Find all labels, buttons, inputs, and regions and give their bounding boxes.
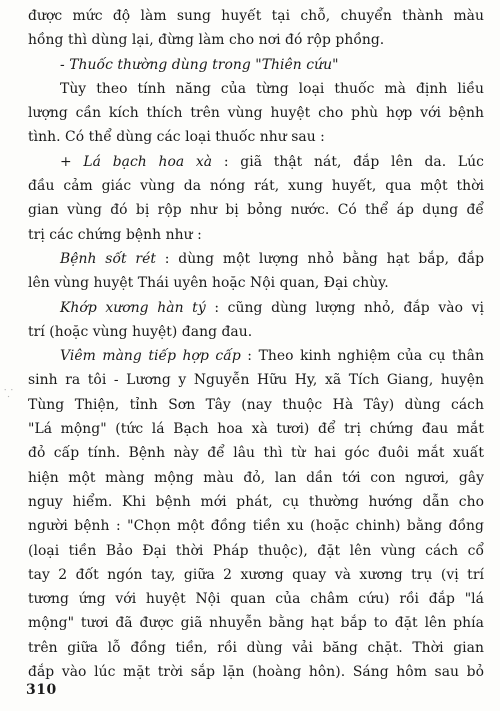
text-line: [28, 101, 484, 125]
italic-run: Viêm màng tiếp hợp cấp: [60, 348, 241, 365]
text-line: [28, 4, 484, 28]
text-run: tương ứng với huyệt Nội quan của châm cứu) rồi đắp "lá: [28, 591, 484, 608]
text-line: [28, 53, 484, 77]
text-run: sinh ra tôi - Lương y Nguyễn Hữu Hy, xã Tích Giang, huyện: [28, 372, 484, 389]
text-run: : Theo kinh nghiệm của cụ thân: [240, 348, 485, 365]
text-line: [28, 174, 484, 198]
text-line: [28, 247, 484, 271]
text-line: [28, 125, 484, 149]
text-line: [28, 393, 484, 417]
italic-run: Lá bạch hoa xà: [83, 153, 213, 170]
text-run: được mức độ làm sung huyết tại chỗ, chuyển thành màu: [28, 8, 484, 24]
text-line: [28, 368, 484, 392]
text-line: [28, 611, 484, 635]
text-line: [28, 417, 484, 441]
text-run: (loại tiền Bảo Đại thời Pháp thuộc), đặt lên vùng cách cổ: [28, 542, 484, 559]
text-run: lượng cần kích thích trên vùng huyệt cho phù hợp với bệnh: [28, 105, 484, 122]
italic-run: - Thuốc thường dùng trong "Thiên cứu": [60, 56, 339, 73]
text-line: [28, 490, 484, 514]
text-run: gian vùng đó bị rộp như bị bỏng nước. Có thể áp dụng để: [28, 202, 484, 219]
scan-speck: ⸪: [4, 387, 14, 400]
italic-run: Bệnh sốt rét: [60, 250, 156, 267]
text-run: mộng" tươi đã được giã nhuyễn bằng hạt bắp to đặt lên phía: [28, 615, 484, 632]
text-run: nguy hiểm. Khi bệnh mới phát, cụ thường hướng dẫn cho: [28, 493, 484, 510]
text-line: [28, 77, 484, 101]
text-run: Tùy theo tính năng của từng loại thuốc mà định liều: [60, 80, 484, 97]
text-run: : cũng dùng lượng nhỏ, đắp vào vị: [205, 299, 484, 316]
text-run: trị các chứng bệnh như :: [28, 226, 202, 243]
text-line: [28, 198, 484, 222]
text-run: Tùng Thiện, tỉnh Sơn Tây (nay thuộc Hà Tây) dùng cách: [28, 396, 484, 413]
text-run: hiện một màng mộng màu đỏ, lan dần tới con ngươi, gây: [28, 469, 484, 486]
text-line: [28, 441, 484, 465]
text-run: hồng thì dùng lại, đừng làm cho nơi đó rộp phồng.: [28, 32, 385, 49]
text-line: [28, 344, 484, 368]
text-line: [28, 150, 484, 174]
text-run: : dùng một lượng nhỏ bằng hạt bắp, đắp: [156, 250, 485, 267]
text-run: đắp vào lúc mặt trời sắp lặn (hoàng hôn). Sáng hôm sau bỏ: [28, 664, 484, 681]
text-run: trí (hoặc vùng huyệt) đang đau.: [28, 323, 253, 340]
text-run: người bệnh : "Chọn một đồng tiền xu (hoặc chinh) bằng đồng: [28, 518, 484, 535]
text-line: [28, 28, 484, 52]
text-run: tình. Có thể dùng các loại thuốc như sau :: [28, 129, 325, 146]
page-number: 310: [26, 682, 57, 698]
text-run: trên giữa lỗ đồng tiền, rồi dùng vải băng chặt. Thời gian: [28, 639, 484, 656]
text-line: [28, 296, 484, 320]
text-line: [28, 660, 484, 684]
text-line: [28, 539, 484, 563]
body-text: [28, 4, 484, 684]
text-line: [28, 514, 484, 538]
text-line: [28, 223, 484, 247]
text-line: [28, 587, 484, 611]
text-line: [28, 563, 484, 587]
text-run: +: [60, 153, 84, 170]
text-line: [28, 636, 484, 660]
text-run: lên vùng huyệt Thái uyên hoặc Nội quan, Đại chùy.: [28, 275, 389, 292]
italic-run: Khớp xương hàn tý: [60, 299, 206, 316]
text-run: : giã thật nát, đắp lên da. Lúc: [212, 153, 485, 170]
text-run: "Lá mộng" (tức lá Bạch hoa xà tươi) để trị chứng đau mắt: [28, 421, 484, 438]
text-line: [28, 320, 484, 344]
text-line: [28, 466, 484, 490]
text-run: tay 2 đốt ngón tay, giữa 2 xương quay và xương trụ (vị trí: [28, 566, 484, 583]
text-run: đỏ cấp tính. Bệnh này để lâu thì từ hai góc đuôi mắt xuất: [28, 445, 484, 462]
text-line: [28, 271, 484, 295]
text-run: đầu cảm giác vùng da nóng rát, xung huyết, qua một thời: [28, 178, 484, 195]
